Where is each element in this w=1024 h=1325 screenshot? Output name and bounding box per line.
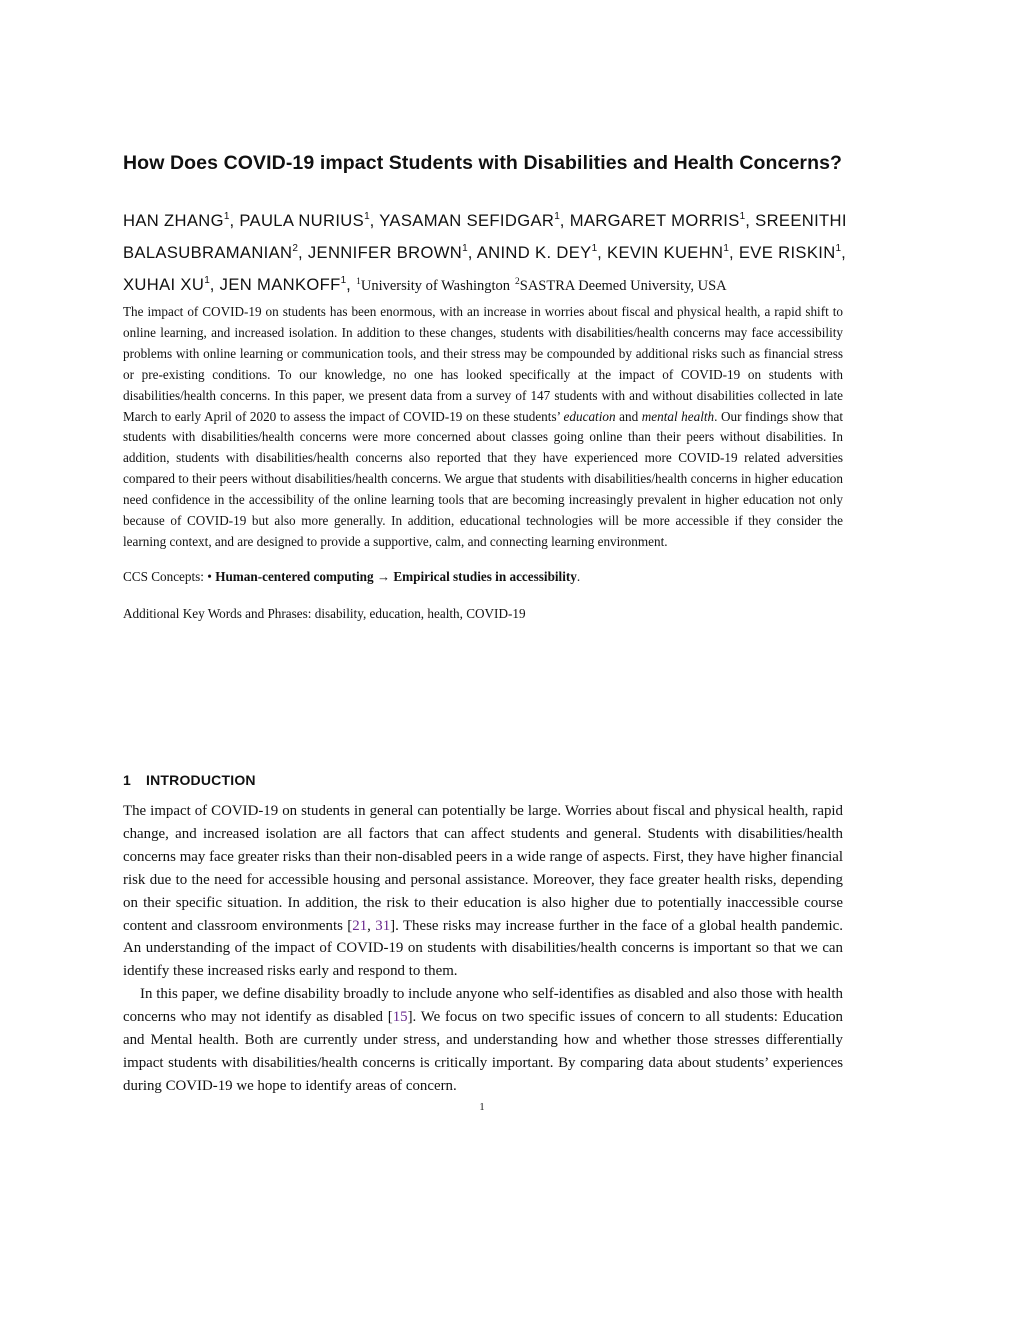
author: MARGARET MORRIS$^1$, xyxy=(569,211,756,230)
ccs-concepts: CCS Concepts: • Human-centered computing → Empirical studies in accessibility. xyxy=(123,569,581,584)
paragraph: In this paper, we define disability broadly to include anyone who self-identifies as disabled and also those with health concerns who may not identify as disabled [15]. We focus on two specific issues of concern to all students: Education and Mental health. Both are currently under stress, and understanding how and whether those stresses differentially impact students with disabilities/health concerns is critically important. By comparing data about students’ experiences during COVID-19 we hope to identify areas of concern. xyxy=(123,986,843,1094)
author: XUHAI $XU^1$, xyxy=(123,275,220,294)
citation-link[interactable]: 21 xyxy=(352,917,368,934)
author: HAN ZHANG$^1$, xyxy=(123,211,240,230)
author: SREENITHI BALASUBRAMANIAN$^2$, xyxy=(123,211,847,262)
section-body xyxy=(123,800,843,1098)
author-list xyxy=(123,206,858,303)
author: EVE RISKIN$^1$, xyxy=(738,243,847,262)
author: PAULA NURIUS$^1$, xyxy=(239,211,380,230)
keywords: Additional Key Words and Phrases: disability, education, health, COVID-19 xyxy=(123,606,526,621)
affiliation: $^1$University of Washington xyxy=(356,277,511,294)
affiliation: $^2$SASTRA Deemed University, USA xyxy=(515,277,727,294)
citation-link[interactable]: 31 xyxy=(375,917,391,934)
citation-link[interactable]: 15 xyxy=(392,1009,408,1026)
page-number: 1 xyxy=(479,1102,485,1113)
author: YASAMAN SEFIDGAR$^1$, xyxy=(379,211,570,230)
author: JEN MANKOFF$^1$, xyxy=(219,275,357,294)
author: ANIND K. DEY$^1$, xyxy=(476,243,608,262)
paper-title: How Does COVID-19 impact Students with Disabilities and Health Concerns? xyxy=(123,152,843,174)
abstract: The impact of COVID-19 on students has been enormous, with an increase in worries about fiscal and physical health, a rapid shift to online learning, and increased isolation. In addition to these changes, students with disabilities/health concerns may face accessibility problems with online learning or communication tools, and their stress may be compounded by additional risks such as financial stress or pre-existing conditions. To our knowledge, no one has looked specifically at the impact of COVID-19 on students with disabilities/health concerns. In this paper, we present data from a survey of 147 students with and without disabilities collected in late March to early April of 2020 to assess the impact of COVID-19 on these students’ education and mental health. Our findings show that students with disabilities/health concerns were more concerned about classes going online than their peers without disabilities. In addition, students with disabilities/health concerns also reported that they have experienced more COVID-19 related adversities compared to their peers without disabilities/health concerns. We argue that students with disabilities/health concerns in higher education need confidence in the accessibility of the online learning tools that are becoming increasingly prevalent in higher education not only because of COVID-19 but also more generally. In addition, educational technologies will be more accessible if they consider the learning context, and are designed to provide a supportive, calm, and connecting learning environment. xyxy=(123,304,844,549)
section-heading: 1 INTRODUCTION xyxy=(123,772,256,788)
paragraph: The impact of COVID-19 on students in general can potentially be large. Worries about fiscal and physical health, rapid change, and increased isolation are all factors that can affect students and general. Students with disabilities/health concerns may face greater risks than their non-disabled peers in a wide range of aspects. First, they have higher financial risk due to the need for accessible housing and personal assistance. Moreover, they face greater health risks, depending on their specific situation. In addition, the risk to their education is also higher due to potentially inaccessible course content and classroom environments [21, 31]. These risks may increase further in the face of a global health pandemic. An understanding of the impact of COVID-19 on students with disabilities/health concerns is important so that we can identify these increased risks early and respond to them. xyxy=(123,803,843,980)
author: KEVIN KUEHN$^1$, xyxy=(607,243,739,262)
author: JENNIFER BROWN$^1$, xyxy=(307,243,477,262)
